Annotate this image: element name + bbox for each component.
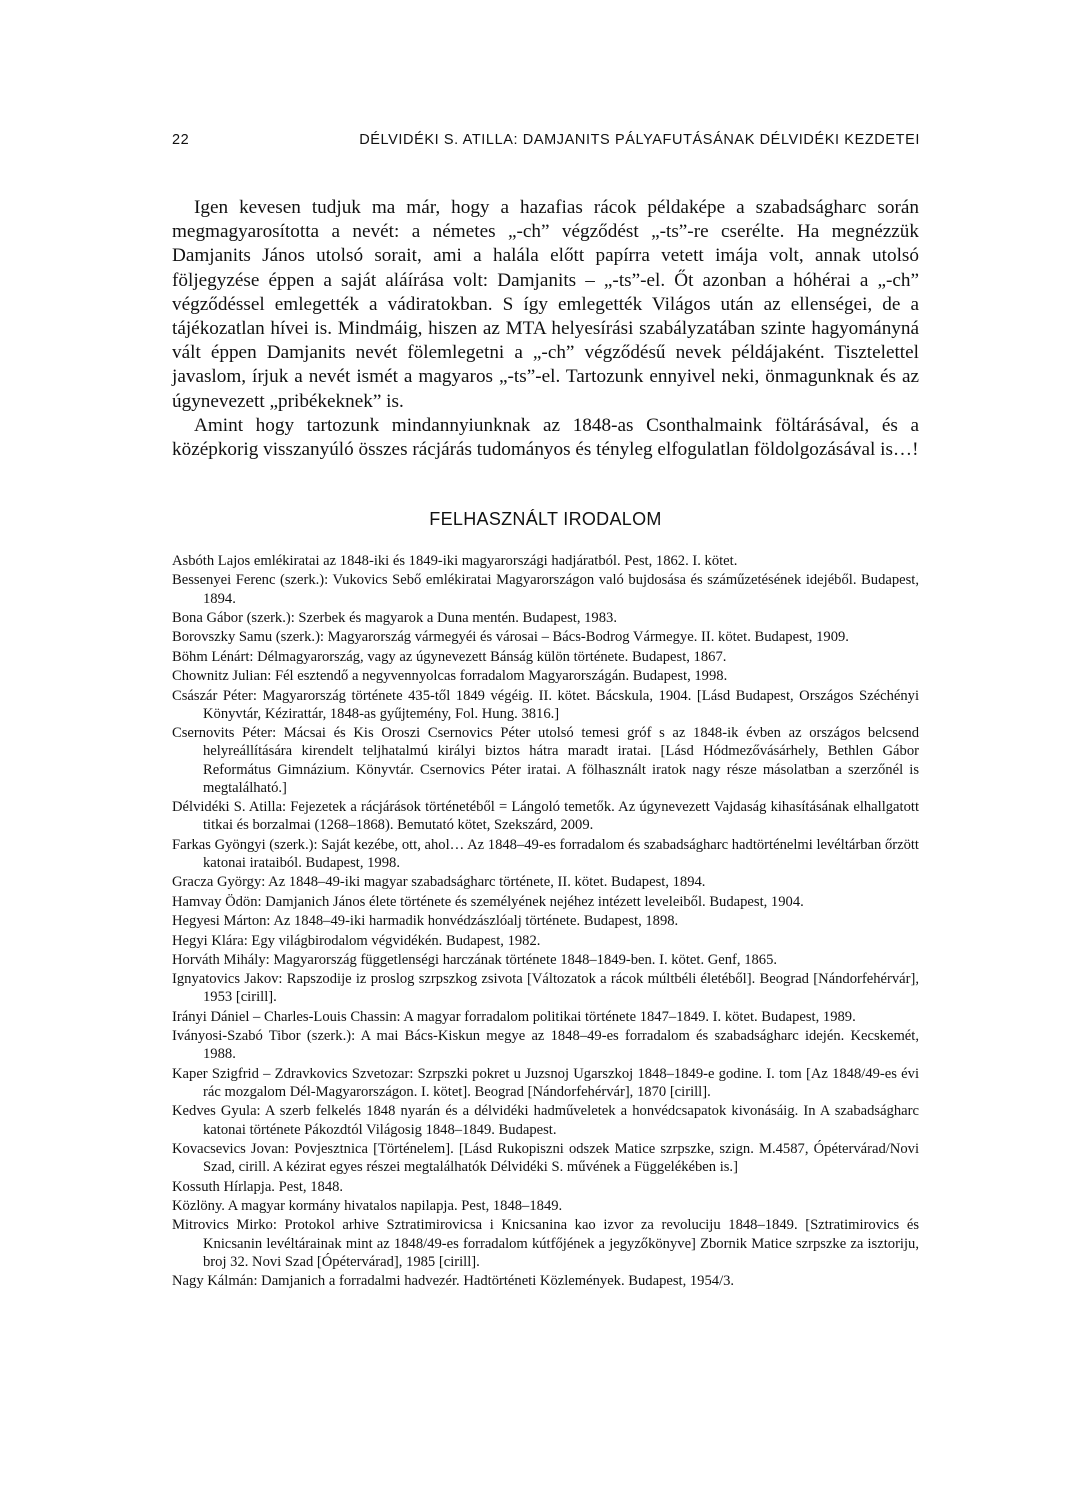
reference-entry: Kossuth Hírlapja. Pest, 1848.	[172, 1178, 344, 1195]
reference-entry: Irányi Dániel – Charles-Louis Chassin: A magyar forradalom politikai története 1847–1849. I. kötet. Budapest, 1989.	[172, 1008, 856, 1025]
body-text	[172, 196, 919, 462]
reference-entry: Csernovits Péter: Mácsai és Kis Oroszi Csernovics Péter utolsó temesi gróf s az 1848-ik évben az országos belcsend helyreállítására kirendelt teljhatalmú királyi biztos hátra maradt iratai. [Lásd Hódmezővásárhely, Bethlen Gábor Református Gimnázium. Könyvtár. Csernovics Péter iratai. A fölhasznált iratok nagy része másolatban a szerzőnél is megtalálható.]	[172, 725, 919, 796]
page-number: 22	[172, 132, 190, 148]
reference-entry: Bona Gábor (szerk.): Szerbek és magyarok a Duna mentén. Budapest, 1983.	[172, 609, 617, 626]
reference-entry: Gracza György: Az 1848–49-iki magyar szabadságharc története, II. kötet. Budapest, 1894.	[172, 874, 706, 891]
running-title: DÉLVIDÉKI S. ATILLA: DAMJANITS PÁLYAFUTÁSÁNAK DÉLVIDÉKI KEZDETEI	[359, 132, 920, 148]
reference-entry: Kedves Gyula: A szerb felkelés 1848 nyarán és a délvidéki hadműveletek a honvédcsapatok kivonásáig. In A szabadságharc katonai története Pákozdtól Világosig 1848–1849. Budapest.	[172, 1103, 919, 1138]
reference-entry: Chownitz Julian: Fél esztendő a negyvennyolcas forradalom Magyarországán. Budapest, 1998.	[172, 668, 728, 685]
reference-entry: Hegyesi Márton: Az 1848–49-iki harmadik honvédzászlóalj története. Budapest, 1898.	[172, 913, 679, 930]
reference-entry: Bessenyei Ferenc (szerk.): Vukovics Sebő emlékiratai Magyarországon való bujdosása és száműzetésének idejéből. Budapest, 1894.	[172, 572, 919, 607]
reference-entry: Ignyatovics Jakov: Rapszodije iz proslog szrpszkog zsivota [Változatok a rácok múltbéli életéből]. Beograd [Nándorfehérvár], 1953 [cirill].	[172, 971, 919, 1006]
reference-entry: Hegyi Klára: Egy világbirodalom végvidékén. Budapest, 1982.	[172, 932, 541, 949]
bibliography-title: FELHASZNÁLT IRODALOM	[429, 509, 662, 529]
reference-entry: Kaper Szigfrid – Zdravkovics Szvetozar: Szrpszki pokret u Juzsnoj Ugarszkoj 1848–1849-e godine. I. tom [Az 1848/49-es évi rác mozgalom Dél-Magyarországon. I. kötet]. Beograd [Nándorfehérvár], 1870 [cirill].	[172, 1065, 919, 1101]
reference-entry: Délvidéki S. Atilla: Fejezetek a rácjárások történetéből = Lángoló temetők. Az úgynevezett Vajdaság kihasításának elhallgatott titkai és borzalmai (1268–1868). Bemutató kötet, Szekszárd, 2009.	[172, 799, 919, 834]
reference-entry: Császár Péter: Magyarország története 435-től 1849 végéig. II. kötet. Bácskula, 1904. [Lásd Budapest, Országos Széchényi Könyvtár, Kézirattár, 1848-as gyűjtemény, Fol. Hung. 3816.]	[172, 687, 919, 722]
reference-entry: Horváth Mihály: Magyarország függetlenségi harczának története 1848–1849-ben. I. kötet. Genf, 1865.	[172, 951, 778, 968]
paragraph: Amint hogy tartozunk mindannyiunknak az 1848-as Csonthalmaink föltárásával, és a középkorig visszanyúló összes rácjárás tudományos és tényleg elfogulatlan földolgozásával is…!	[172, 414, 919, 461]
reference-entry: Farkas Gyöngyi (szerk.): Saját kezébe, ott, ahol… Az 1848–49-es forradalom és szabadságharc hadtörténelmi levéltárban őrzött katonai irataiból. Budapest, 1998.	[172, 836, 919, 871]
reference-entry: Borovszky Samu (szerk.): Magyarország vármegyéi és városai – Bács-Bodrog Vármegye. II. kötet. Budapest, 1909.	[172, 629, 849, 646]
reference-entry: Nagy Kálmán: Damjanich a forradalmi hadvezér. Hadtörténeti Közlemények. Budapest, 1954/3.	[172, 1273, 735, 1290]
reference-entry: Iványosi-Szabó Tibor (szerk.): A mai Bács-Kiskun megye az 1848–49-es forradalom és szabadságharc idején. Kecskemét, 1988.	[172, 1028, 919, 1063]
reference-entry: Asbóth Lajos emlékiratai az 1848-iki és 1849-iki magyarországi hadjáratból. Pest, 1862. I. kötet.	[172, 553, 738, 569]
paragraph: Igen kevesen tudjuk ma már, hogy a hazafias rácok példaképe a szabadságharc során megmagyarosította a nevét: a németes „-ch” végződést „-ts”-re cserélte. Ha megnézzük Damjanits János utolsó sorait, ami a halála előtt papírra vetett imája volt, annak utolsó följegyzése éppen a saját aláírása volt: Damjanits – „-ts”-el. Őt azonban a hóhérai a „-ch” végződéssel emlegették a vádiratokban. S így emlegették Világos után az ellenségei, de a tájékozatlan hívei is. Mindmáig, hiszen az MTA helyesírási szabályzatában szinte hagyományná vált éppen Damjanits nevét fölemlegetni a „-ch” végződésű nevek példájaként. Tisztelettel javaslom, írjuk a nevét ismét a magyaros „-ts”-el. Tartozunk ennyivel neki, önmagunknak és az úgynevezett „pribékeknek” is.	[172, 197, 919, 412]
reference-entry: Kovacsevics Jovan: Povjesztnica [Történelem]. [Lásd Rukopiszni odszek Matice szrpszke, szign. M.4587, Ópétervárad/Novi Szad, cirill. A kézirat egyes részei megtalálhatók Délvidéki S. művének a Függelékében is.]	[172, 1141, 919, 1176]
bibliography-list	[172, 552, 919, 1292]
reference-entry: Hamvay Ödön: Damjanich János élete története és személyének nejéhez intézett leveleiből. Budapest, 1904.	[172, 893, 804, 910]
running-header	[172, 132, 920, 156]
reference-entry: Böhm Lénárt: Délmagyarország, vagy az úgynevezett Bánság külön története. Budapest, 1867.	[172, 648, 727, 665]
reference-entry: Mitrovics Mirko: Protokol arhive Sztratimirovicsa i Knicsanina kao izvor za revoluciju 1848–1849. [Sztratimirovics és Knicsanin levéltárainak mint az 1848/49-es forradalom kútfőjének a jegyzőkönyve] Zbornik Matice szrpszke za isztoriju, broj 32. Novi Szad [Ópétervárad], 1985 [cirill].	[172, 1217, 919, 1270]
reference-entry: Közlöny. A magyar kormány hivatalos napilapja. Pest, 1848–1849.	[172, 1198, 563, 1215]
